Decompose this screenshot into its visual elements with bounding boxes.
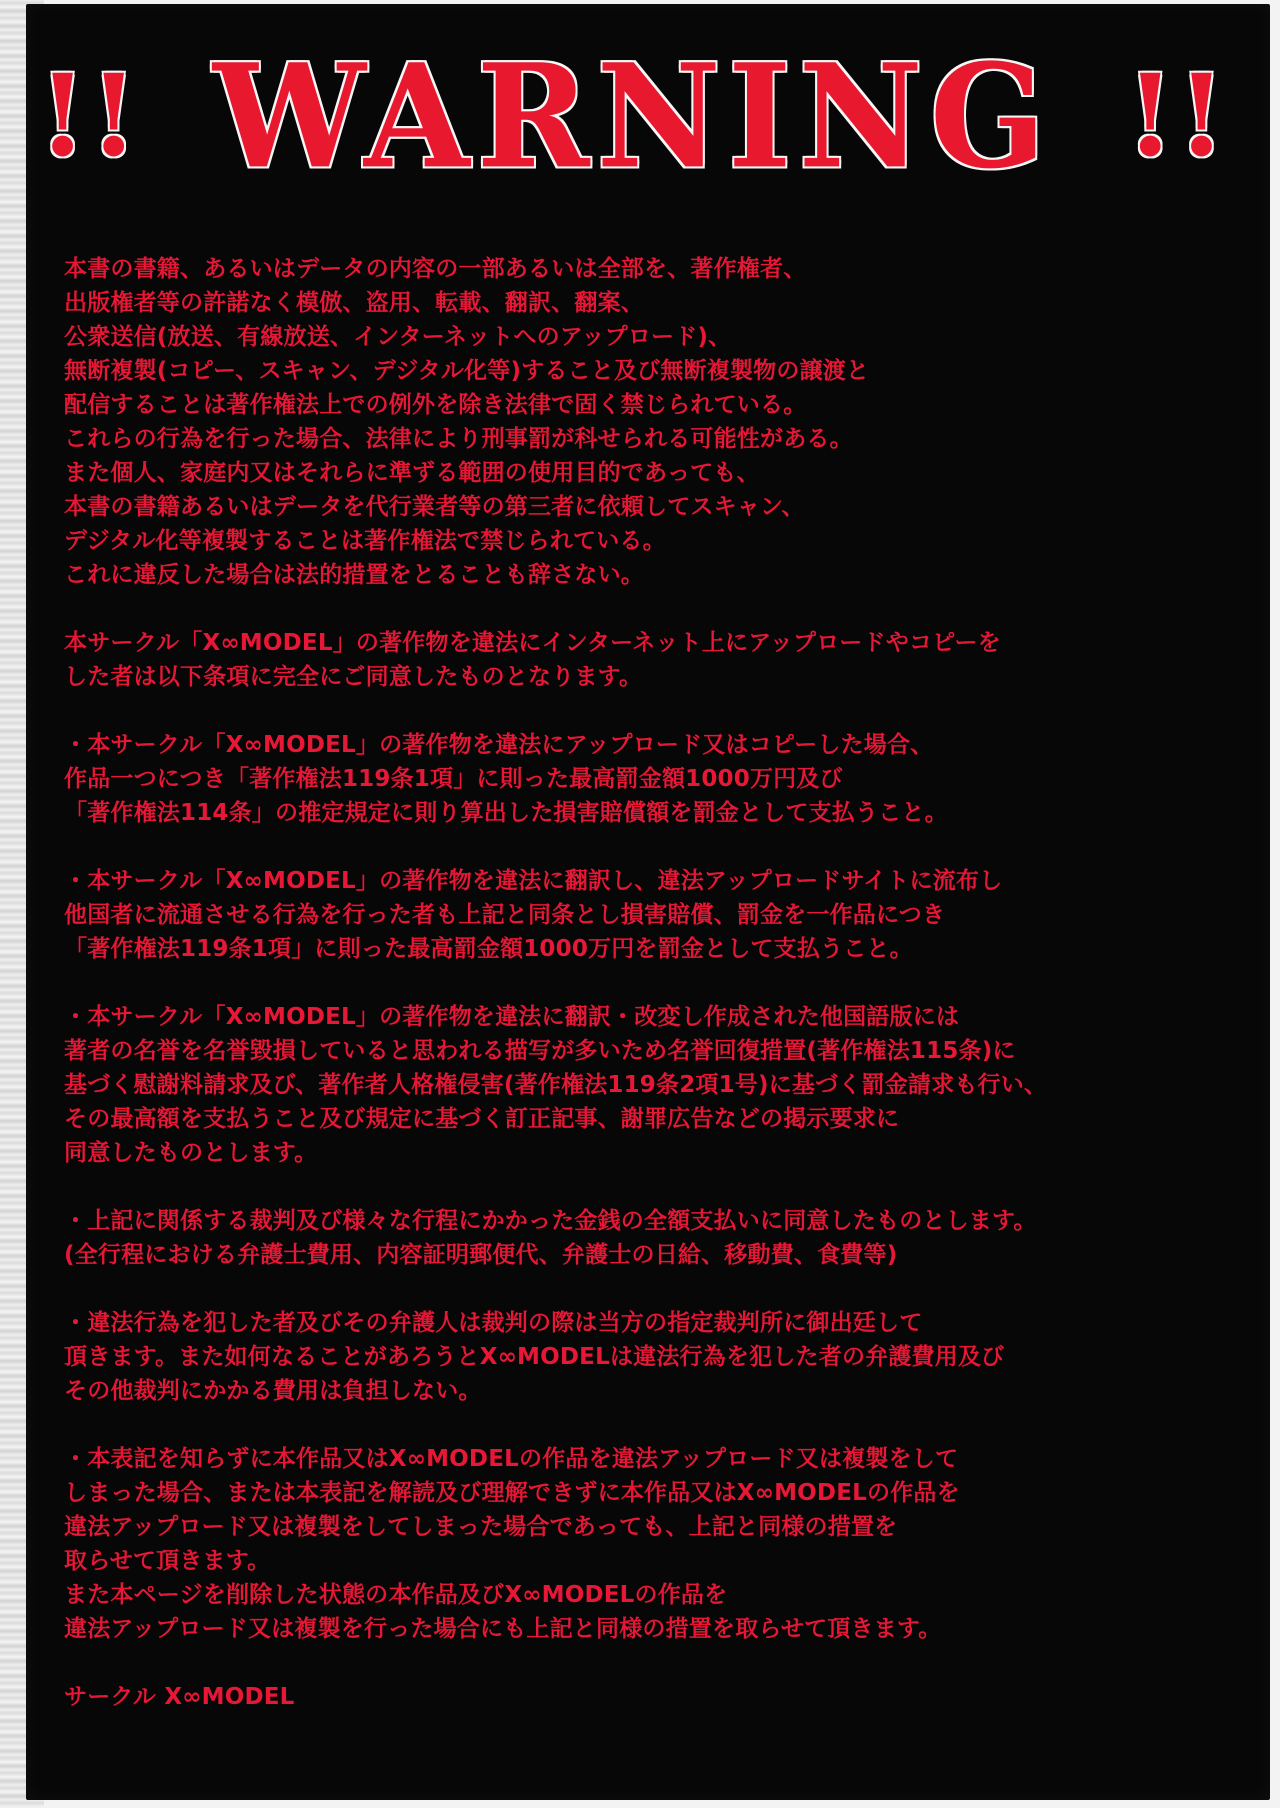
notice-line: ・違法行為を犯した者及びその弁護人は裁判の際は当方の指定裁判所に御出廷して	[64, 1310, 923, 1336]
legal-costs-paragraph	[64, 1204, 1244, 1272]
warning-word: WARNING	[213, 33, 1053, 202]
notice-line: 同意したものとします。	[64, 1140, 318, 1166]
warning-text-body	[64, 252, 1244, 1714]
notice-line: 出版権者等の許諾なく模倣、盗用、転載、翻訳、翻案、	[64, 290, 644, 316]
court-appearance-paragraph	[64, 1306, 1244, 1408]
notice-line: 違法アップロード又は複製を行った場合にも上記と同様の措置を取らせて頂きます。	[64, 1616, 942, 1642]
notice-line: 本サークル「X∞MODEL」の著作物を違法にインターネット上にアップロードやコピーを	[64, 630, 1001, 656]
translation-distribution-penalty-paragraph	[64, 864, 1244, 966]
notice-line: 作品一つにつき「著作権法119条1項」に則った最高罰金額1000万円及び	[64, 766, 843, 792]
notice-line: また個人、家庭内又はそれらに準ずる範囲の使用目的であっても、	[64, 460, 760, 486]
notice-line: これに違反した場合は法的措置をとることも辞さない。	[64, 562, 644, 588]
notice-line: ・上記に関係する裁判及び様々な行程にかかった金銭の全額支払いに同意したものとします。	[64, 1208, 1037, 1234]
notice-line: ・本表記を知らずに本作品又はX∞MODELの作品を違法アップロード又は複製をして	[64, 1446, 959, 1472]
notice-line: 違法アップロード又は複製をしてしまった場合であっても、上記と同様の措置を	[64, 1514, 898, 1540]
notice-line: 頂きます。また如何なることがあろうとX∞MODELは違法行為を犯した者の弁護費用及び	[64, 1344, 1005, 1370]
notice-line: 公衆送信(放送、有線放送、インターネットへのアップロード)、	[64, 324, 732, 350]
right-exclamation-marks: !!	[1125, 51, 1228, 182]
left-exclamation-marks: !!	[38, 51, 141, 182]
notice-line: した者は以下条項に完全にご同意したものとなります。	[64, 664, 643, 690]
notice-line: その他裁判にかかる費用は負担しない。	[64, 1378, 482, 1404]
notice-line: 配信することは著作権法上での例外を除き法律で固く禁じられている。	[64, 392, 807, 418]
circle-signature: サークル X∞MODEL	[64, 1684, 295, 1710]
notice-line: 「著作権法114条」の推定規定に則り算出した損害賠償額を罰金として支払うこと。	[64, 800, 948, 826]
notice-line: 「著作権法119条1項」に則った最高罰金額1000万円を罰金として支払うこと。	[64, 936, 913, 962]
foreign-version-penalty-paragraph	[64, 1000, 1244, 1170]
notice-line: デジタル化等複製することは著作権法で禁じられている。	[64, 528, 666, 554]
copyright-notice-paragraph	[64, 252, 1244, 592]
notice-line: 無断複製(コピー、スキャン、デジタル化等)すること及び無断複製物の譲渡と	[64, 358, 870, 384]
notice-line: 取らせて頂きます。	[64, 1548, 271, 1574]
notice-line: 他国者に流通させる行為を行った者も上記と同条とし損害賠償、罰金を一作品につき	[64, 902, 946, 928]
notice-line: 基づく慰謝料請求及び、著作者人格権侵害(著作権法119条2項1号)に基づく罰金請求も行い、	[64, 1072, 1048, 1098]
agreement-paragraph	[64, 626, 1244, 694]
notice-line: 著者の名誉を名誉毀損していると思われる描写が多いため名誉回復措置(著作権法115条)に	[64, 1038, 1016, 1064]
notice-line: これらの行為を行った場合、法律により刑事罰が科せられる可能性がある。	[64, 426, 853, 452]
warning-title	[38, 33, 1238, 202]
notice-line: 本書の書籍、あるいはデータの内容の一部あるいは全部を、著作権者、	[64, 256, 807, 282]
notice-line: ・本サークル「X∞MODEL」の著作物を違法にアップロード又はコピーした場合、	[64, 732, 934, 758]
unknowing-reproduction-paragraph	[64, 1442, 1244, 1646]
notice-line: また本ページを削除した状態の本作品及びX∞MODELの作品を	[64, 1582, 728, 1608]
notice-line: ・本サークル「X∞MODEL」の著作物を違法に翻訳し、違法アップロードサイトに流布し	[64, 868, 1003, 894]
upload-copy-penalty-paragraph	[64, 728, 1244, 830]
notice-line: ・本サークル「X∞MODEL」の著作物を違法に翻訳・改変し作成された他国語版には	[64, 1004, 960, 1030]
notice-line: その最高額を支払うこと及び規定に基づく訂正記事、謝罪広告などの掲示要求に	[64, 1106, 900, 1132]
notice-line: (全行程における弁護士費用、内容証明郵便代、弁護士の日給、移動費、食費等)	[64, 1242, 898, 1268]
notice-line: 本書の書籍あるいはデータを代行業者等の第三者に依頼してスキャン、	[64, 494, 805, 520]
notice-line: しまった場合、または本表記を解読及び理解できずに本作品又はX∞MODELの作品を	[64, 1480, 960, 1506]
